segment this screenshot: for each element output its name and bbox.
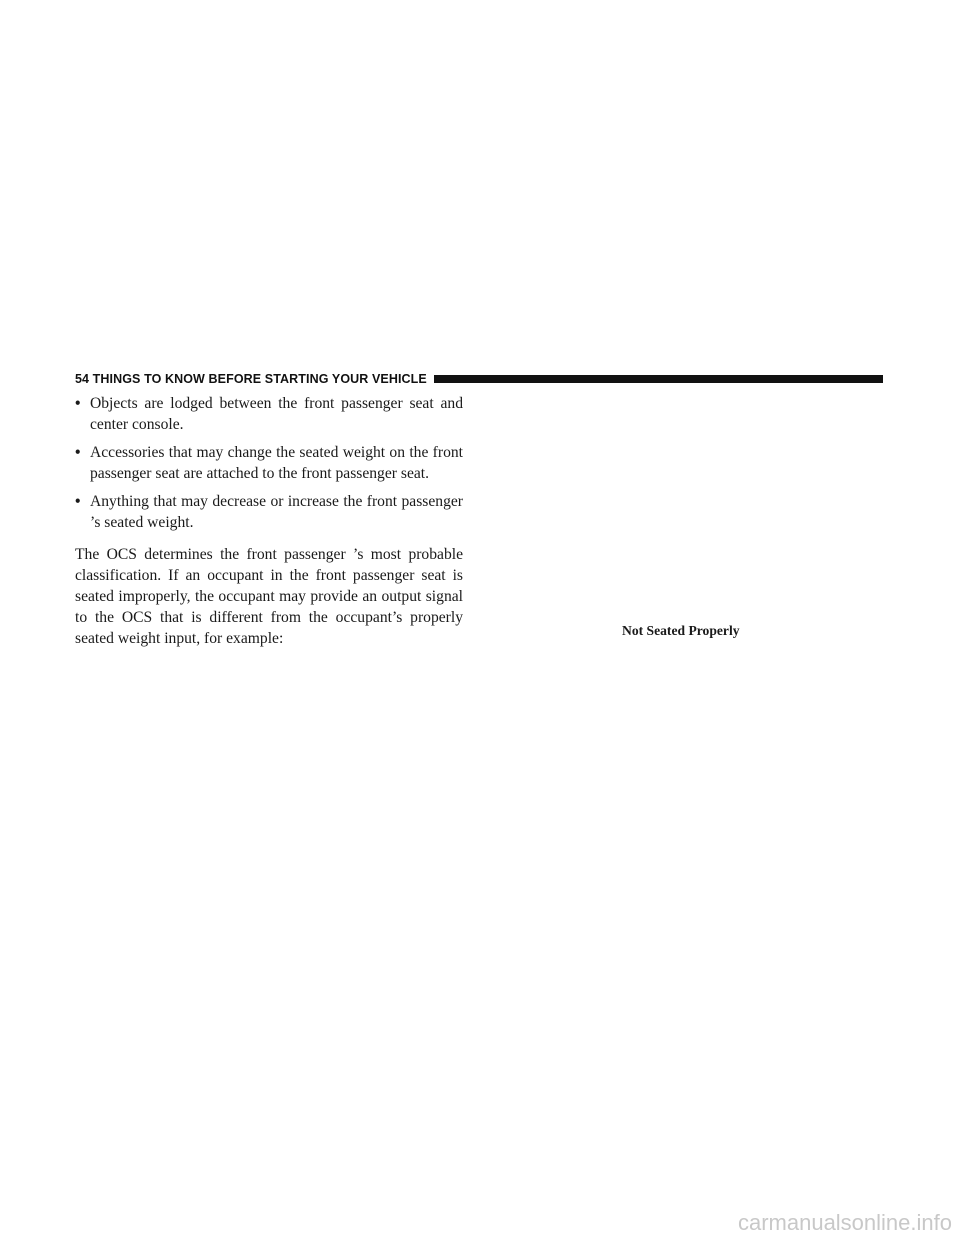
body-paragraph: The OCS determines the front passenger ’s most probable classification. If an occupant in the front passenger seat is seated improperly, the occupant may provide an output signal to the OCS that is different from the occupant’s properly seated weight input, for example: xyxy=(75,546,463,647)
bullet-item xyxy=(75,393,463,435)
figure-caption: Not Seated Properly xyxy=(622,623,740,638)
bullet-item xyxy=(75,442,463,484)
bullet-item xyxy=(75,491,463,533)
bullet-text: Anything that may decrease or increase the front passenger ’s seated weight. xyxy=(90,493,463,531)
bullet-marker: • xyxy=(75,493,81,510)
bullet-marker: • xyxy=(75,444,81,461)
page-header xyxy=(75,371,883,387)
page-number-and-title: 54 THINGS TO KNOW BEFORE STARTING YOUR VEHICLE xyxy=(75,372,427,386)
watermark-text: carmanualsonline.info xyxy=(737,1210,952,1235)
bullet-marker: • xyxy=(75,395,81,412)
bullet-text: Objects are lodged between the front passenger seat and center console. xyxy=(90,395,463,433)
body-text-column xyxy=(75,393,463,649)
header-rule-bar xyxy=(434,375,883,383)
bullet-text: Accessories that may change the seated weight on the front passenger seat are attached to the front passenger seat. xyxy=(90,444,463,482)
